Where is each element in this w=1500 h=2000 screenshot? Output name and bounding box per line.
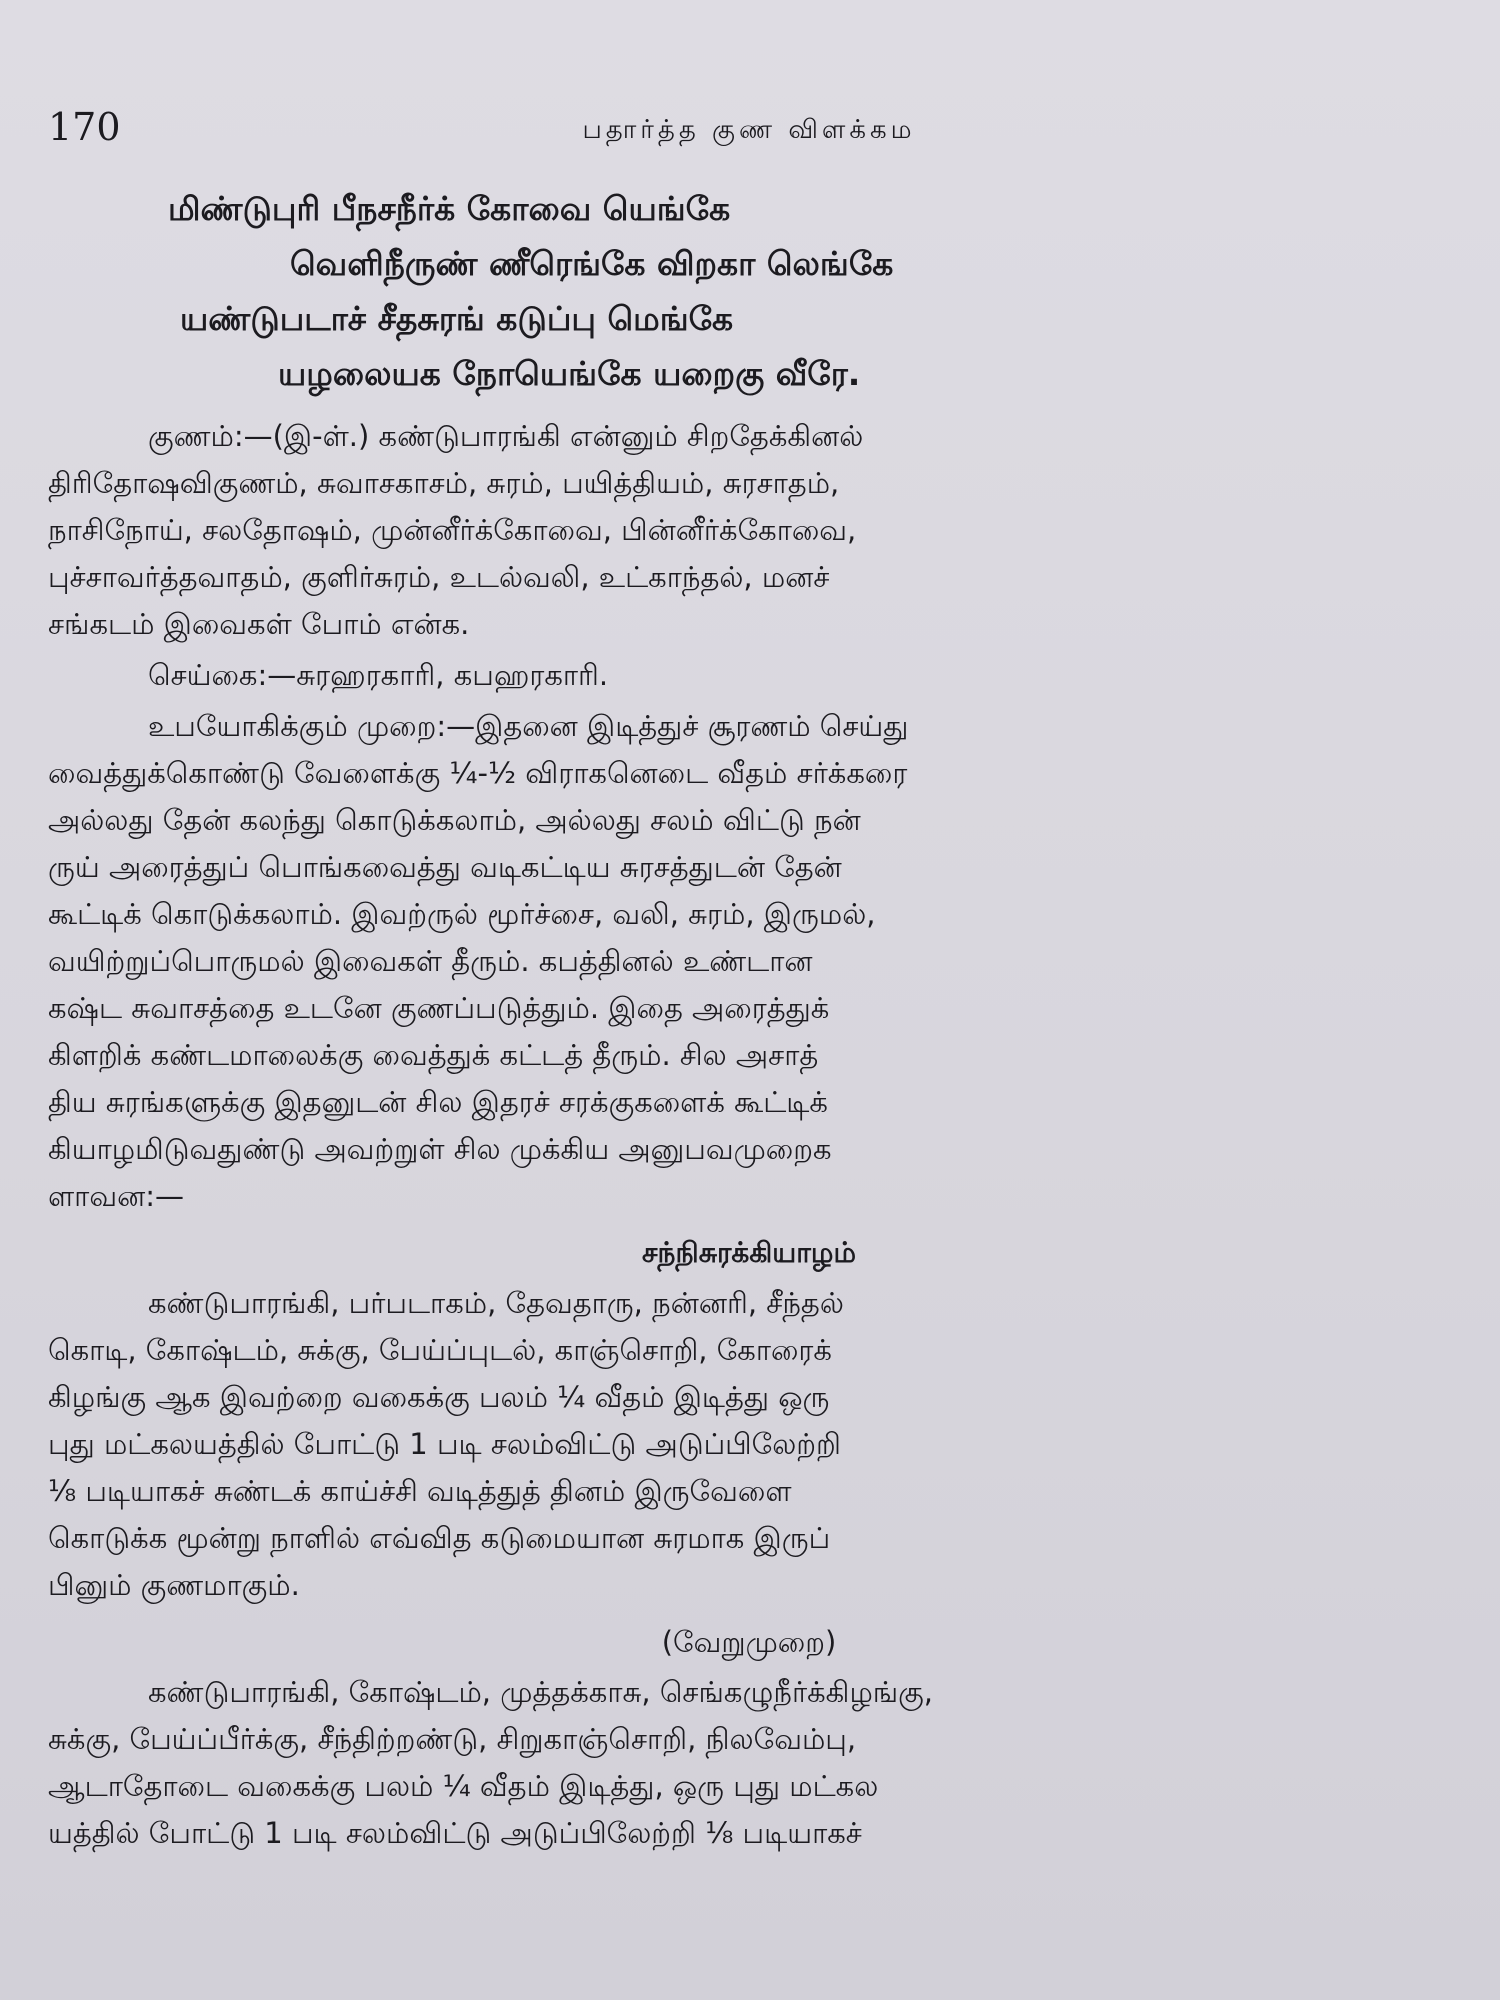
text-line: புது மட்கலயத்தில் போட்டு 1 படி சலம்விட்டு அடுப்பிலேற்றி: [48, 1427, 841, 1461]
text-line: திய சுரங்களுக்கு இதனுடன் சில இதரச் சரக்குகளைக் கூட்டிக்: [48, 1085, 828, 1119]
alternate-recipe-paragraph: [48, 1669, 1450, 1857]
text-line: சங்கடம் இவைகள் போம் என்க.: [48, 607, 470, 641]
text-line: கொடி, கோஷ்டம், சுக்கு, பேய்ப்புடல், காஞ்சொறி, கோரைக்: [48, 1333, 832, 1367]
text-line: யத்தில் போட்டு 1 படி சலம்விட்டு அடுப்பிலேற்றி ⅛ படியாகச்: [48, 1816, 862, 1850]
running-title: பதார்த்த குண விளக்கம: [582, 115, 916, 145]
text-line: அல்லது தேன் கலந்து கொடுக்கலாம், அல்லது சலம் விட்டு நன்: [48, 803, 861, 837]
page-header: [48, 105, 1450, 175]
text-line: கஷ்ட சுவாசத்தை உடனே குணப்படுத்தும். இதை அரைத்துக்: [48, 991, 830, 1025]
properties-paragraph: [48, 413, 1450, 648]
verse-line: யண்டுபடாச் சீதசுரங் கடுப்பு மெங்கே: [180, 299, 734, 338]
verse-block: [48, 181, 1450, 401]
text-line: திரிதோஷவிகுணம், சுவாசகாசம், சுரம், பயித்தியம், சுரசாதம்,: [48, 466, 840, 500]
verse-line: யழலையக நோயெங்கே யறைகு வீரே.: [278, 354, 861, 393]
text-line: கிழங்கு ஆக இவற்றை வகைக்கு பலம் ¼ வீதம் இடித்து ஒரு: [48, 1380, 830, 1414]
text-line: கொடுக்க மூன்று நாளில் எவ்வித கடுமையான சுரமாக இருப்: [48, 1521, 831, 1555]
text-line: உபயோகிக்கும் முறை:—இதனை இடித்துச் சூரணம் செய்து: [148, 709, 909, 743]
text-line: ருய் அரைத்துப் பொங்கவைத்து வடிகட்டிய சுரசத்துடன் தேன்: [48, 850, 842, 884]
section-heading: சந்நிசுரக்கியாழம்: [642, 1236, 856, 1269]
text-line: சுக்கு, பேய்ப்பீர்க்கு, சீந்திற்றண்டு, சிறுகாஞ்சொறி, நிலவேம்பு,: [48, 1722, 857, 1756]
recipe-paragraph: [48, 1280, 1450, 1609]
verse-line: மிண்டுபுரி பீநசநீர்க் கோவை யெங்கே: [168, 189, 731, 228]
text-line: கண்டுபாரங்கி, பர்படாகம், தேவதாரு, நன்னரி, சீந்தல்: [148, 1286, 844, 1320]
text-line: ளாவன:—: [48, 1179, 184, 1213]
text-line: கிளறிக் கண்டமாலைக்கு வைத்துக் கட்டத் தீரும். சில அசாத்: [48, 1038, 819, 1072]
verse-line: வெளிநீருண் ணீரெங்கே விறகா லெங்கே: [290, 244, 894, 283]
alternate-method-heading: (வேறுமுறை): [661, 1625, 837, 1659]
text-line: கண்டுபாரங்கி, கோஷ்டம், முத்தக்காசு, செங்கழுநீர்க்கிழங்கு,: [148, 1675, 933, 1709]
action-paragraph: [48, 652, 1450, 699]
text-line: நாசிநோய், சலதோஷம், முன்னீர்க்கோவை, பின்னீர்க்கோவை,: [48, 513, 857, 547]
text-line: ஆடாதோடை வகைக்கு பலம் ¼ வீதம் இடித்து, ஒரு புது மட்கல: [48, 1769, 879, 1803]
text-line: ⅛ படியாகச் சுண்டக் காய்ச்சி வடித்துத் தினம் இருவேளை: [48, 1474, 792, 1508]
text-line: புச்சாவர்த்தவாதம், குளிர்சுரம், உடல்வலி, உட்காந்தல், மனச்: [48, 560, 830, 594]
text-line: கூட்டிக் கொடுக்கலாம். இவற்ருல் மூர்ச்சை, வலி, சுரம், இருமல்,: [48, 897, 876, 931]
text-line: பினும் குணமாகும்.: [48, 1568, 300, 1602]
text-line: வைத்துக்கொண்டு வேளைக்கு ¼-½ விராகனெடை வீதம் சர்க்கரை: [48, 756, 908, 790]
text-line: குணம்:—(இ-ள்.) கண்டுபாரங்கி என்னும் சிறதேக்கினல்: [148, 419, 864, 453]
text-line: வயிற்றுப்பொருமல் இவைகள் தீரும். கபத்தினல் உண்டான: [48, 944, 813, 978]
page-number: 170: [48, 105, 121, 149]
usage-paragraph: [48, 703, 1450, 1220]
text-line: செய்கை:—சுரஹரகாரி, கபஹரகாரி.: [148, 658, 609, 692]
text-line: கியாழமிடுவதுண்டு அவற்றுள் சில முக்கிய அனுபவமுறைக: [48, 1132, 832, 1166]
